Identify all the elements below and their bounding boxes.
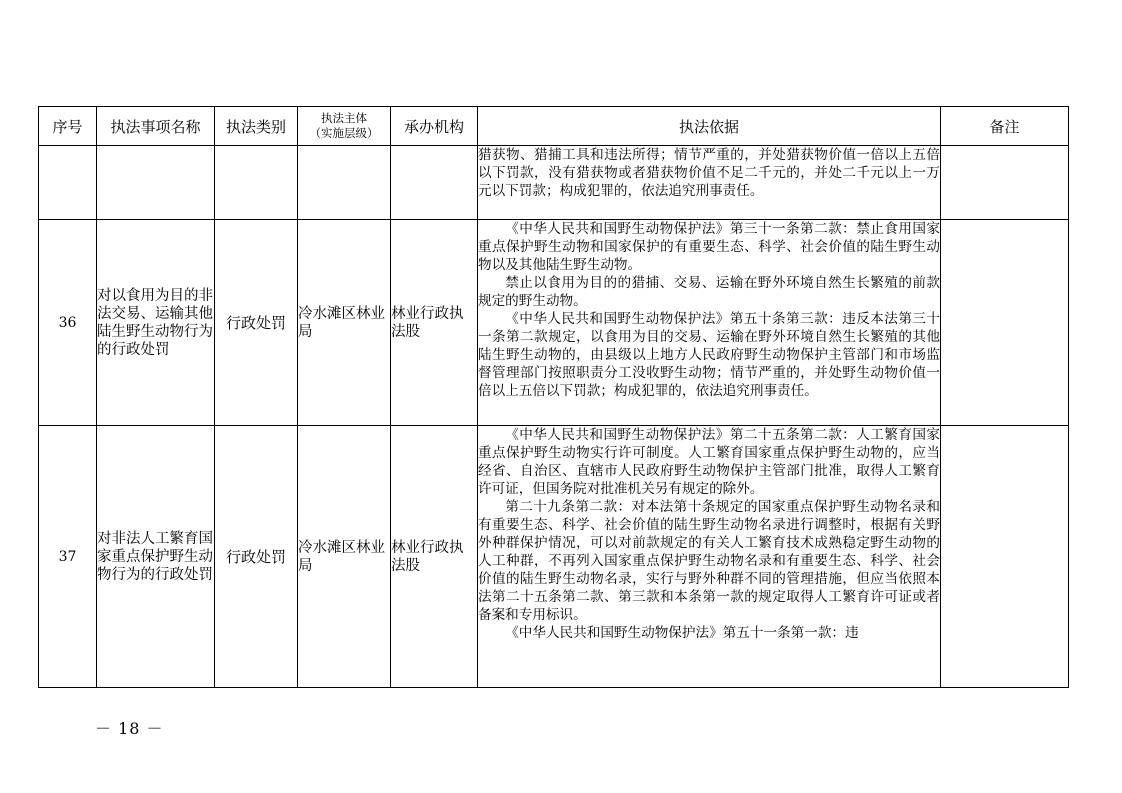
cell-org: 林业行政执法股	[391, 220, 478, 426]
cell-remark	[941, 146, 1069, 220]
cell-item-name: 对非法人工繁育国家重点保护野生动物行为的行政处罚	[97, 426, 215, 688]
header-item-name: 执法事项名称	[97, 107, 215, 146]
basis-paragraph: 猎获物、猎捕工具和违法所得；情节严重的，并处猎获物价值一倍以上五倍以下罚款，没有猎获物或者猎获物价值不足二千元的，并处二千元以上一万元以下罚款；构成犯罪的，依法追究刑事责任。	[478, 147, 940, 199]
basis-paragraph: 第二十九条第二款：对本法第十条规定的国家重点保护野生动物名录和有重要生态、科学、社会价值的陆生野生动物名录进行调整时，根据有关野外种群保护情况，可以对前款规定的有关人工繁育技术成熟稳定野生动物的人工种群，不再列入国家重点保护野生动物名录和有重要生态、科学、社会价值的陆生野生动物名录，实行与野外种群不同的管理措施，但应当依照本法第二十五条第二款、第三款和本条第一款的规定取得人工繁育许可证或者备案和专用标识。	[478, 499, 940, 623]
cell-basis	[478, 146, 941, 220]
cell-category	[215, 146, 298, 220]
enforcement-table	[38, 106, 1069, 688]
table-row	[39, 426, 1069, 688]
cell-item-name	[97, 146, 215, 220]
cell-remark	[941, 426, 1069, 688]
header-org: 承办机构	[391, 107, 478, 146]
cell-seq: 37	[39, 426, 97, 688]
cell-subject: 冷水滩区林业局	[298, 220, 391, 426]
cell-remark	[941, 220, 1069, 426]
table-row	[39, 146, 1069, 220]
table-row	[39, 220, 1069, 426]
cell-org	[391, 146, 478, 220]
cell-category: 行政处罚	[215, 220, 298, 426]
cell-basis	[478, 426, 941, 688]
header-subject-line2: （实施层级）	[309, 126, 379, 140]
cell-seq	[39, 146, 97, 220]
basis-paragraph: 《中华人民共和国野生动物保护法》第五十条第三款：违反本法第三十一条第二款规定，以食用为目的交易、运输在野外环境自然生长繁殖的其他陆生野生动物的，由县级以上地方人民政府野生动物保护主管部门和市场监督管理部门按照职责分工没收野生动物；情节严重的，并处野生动物价值一倍以上五倍以下罚款；构成犯罪的，依法追究刑事责任。	[478, 311, 940, 399]
table-header-row	[39, 107, 1069, 146]
cell-item-name: 对以食用为目的非法交易、运输其他陆生野生动物行为的行政处罚	[97, 220, 215, 426]
basis-paragraph: 《中华人民共和国野生动物保护法》第五十一条第一款：违	[505, 625, 859, 641]
header-seq: 序号	[39, 107, 97, 146]
header-basis: 执法依据	[478, 107, 941, 146]
cell-basis	[478, 220, 941, 426]
header-category: 执法类别	[215, 107, 298, 146]
basis-paragraph: 《中华人民共和国野生动物保护法》第三十一条第二款：禁止食用国家重点保护野生动物和国家保护的有重要生态、科学、社会价值的陆生野生动物以及其他陆生野生动物。	[478, 221, 940, 273]
page-number: － 18 －	[95, 719, 164, 738]
basis-paragraph: 《中华人民共和国野生动物保护法》第二十五条第二款：人工繁育国家重点保护野生动物实行许可制度。人工繁育国家重点保护野生动物的，应当经省、自治区、直辖市人民政府野生动物保护主管部门批准，取得人工繁育许可证，但国务院对批准机关另有规定的除外。	[478, 427, 940, 497]
header-remark: 备注	[941, 107, 1069, 146]
basis-paragraph: 禁止以食用为目的的猎捕、交易、运输在野外环境自然生长繁殖的前款规定的野生动物。	[478, 275, 940, 309]
header-subject	[298, 107, 391, 146]
cell-category: 行政处罚	[215, 426, 298, 688]
cell-subject: 冷水滩区林业局	[298, 426, 391, 688]
cell-seq: 36	[39, 220, 97, 426]
cell-org: 林业行政执法股	[391, 426, 478, 688]
cell-subject	[298, 146, 391, 220]
header-subject-line1: 执法主体	[321, 111, 367, 125]
